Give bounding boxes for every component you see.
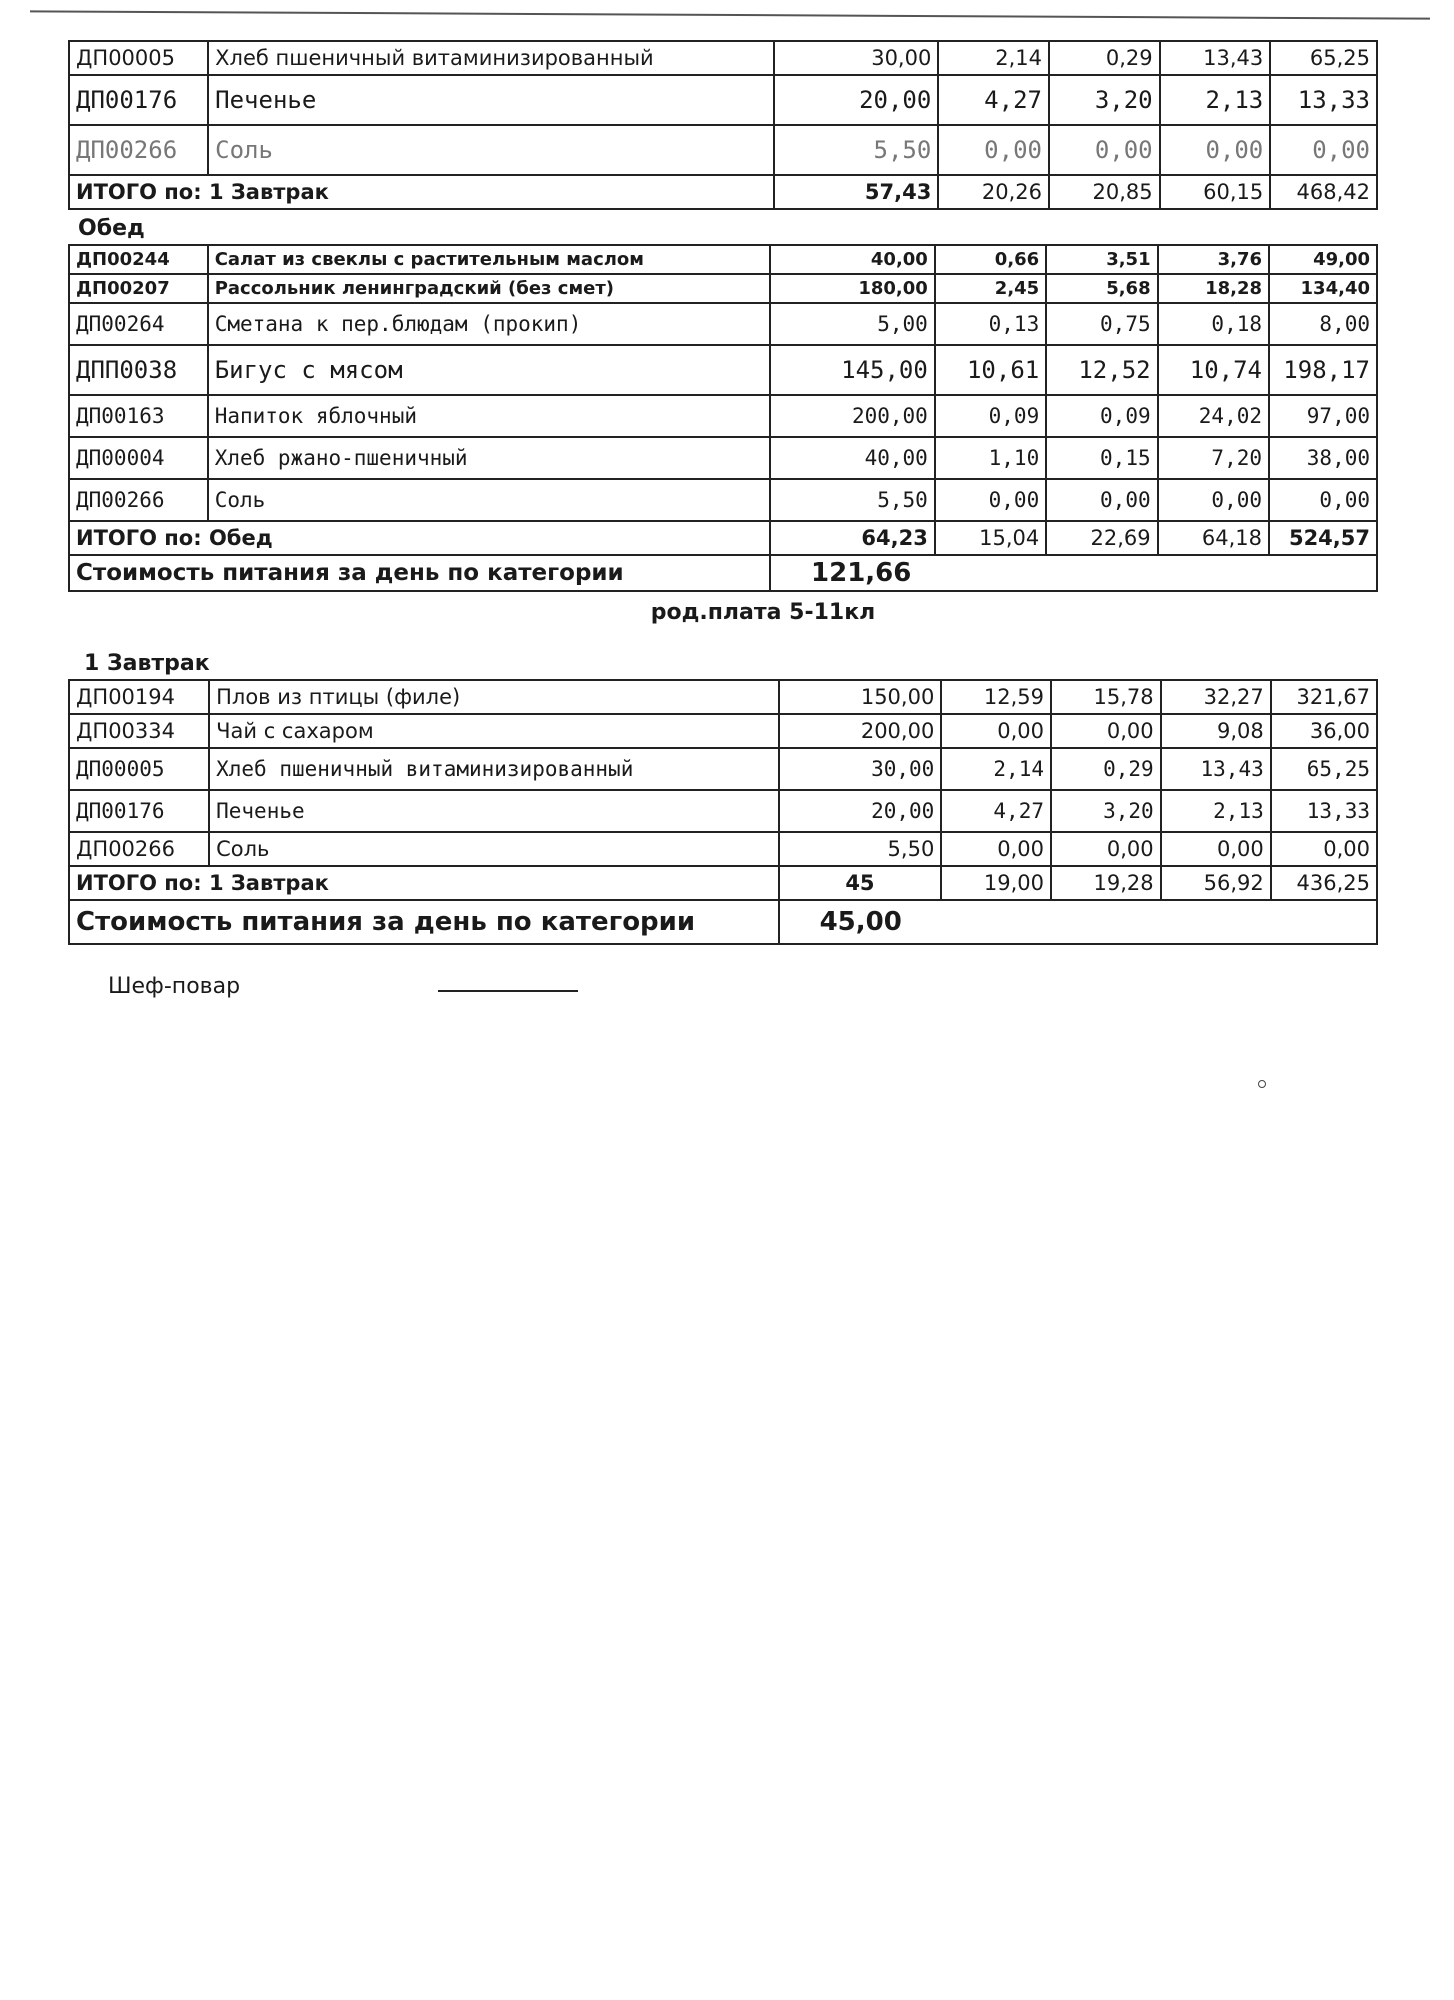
item-carbs: 2,13 — [1161, 790, 1271, 832]
item-carbs: 32,27 — [1161, 680, 1271, 714]
item-code: ДП00005 — [69, 41, 208, 75]
total-carbs: 60,15 — [1160, 175, 1271, 209]
item-name: Соль — [209, 832, 778, 866]
item-carbs: 7,20 — [1158, 437, 1269, 479]
item-mass: 40,00 — [770, 437, 935, 479]
table-row — [69, 832, 1377, 866]
item-mass: 30,00 — [779, 748, 942, 790]
table-row — [69, 748, 1377, 790]
total-label: ИТОГО по: 1 Завтрак — [69, 866, 779, 900]
menu-sheet — [68, 40, 1378, 945]
item-protein: 4,27 — [941, 790, 1051, 832]
table-row — [69, 680, 1377, 714]
item-mass: 180,00 — [770, 274, 935, 303]
item-name: Рассольник ленинградский (без смет) — [208, 274, 770, 303]
item-name: Бигус с мясом — [208, 345, 770, 395]
item-carbs: 13,43 — [1161, 748, 1271, 790]
cost-row — [69, 555, 1377, 591]
table-row — [69, 125, 1377, 175]
total-protein: 20,26 — [938, 175, 1049, 209]
item-mass: 200,00 — [770, 395, 935, 437]
lunch-title: Обед — [78, 216, 145, 241]
item-protein: 0,66 — [935, 245, 1046, 274]
item-code: ДП00266 — [69, 832, 209, 866]
table-row — [69, 395, 1377, 437]
item-mass: 20,00 — [774, 75, 939, 125]
item-carbs: 24,02 — [1158, 395, 1269, 437]
item-code: ДП00244 — [69, 245, 208, 274]
item-fat: 12,52 — [1046, 345, 1157, 395]
item-kcal: 97,00 — [1269, 395, 1377, 437]
breakfast-continuation-table — [68, 40, 1378, 210]
item-fat: 15,78 — [1051, 680, 1161, 714]
item-name: Хлеб пшеничный витаминизированный — [209, 748, 778, 790]
item-name: Печенье — [209, 790, 778, 832]
item-protein: 0,00 — [935, 479, 1046, 521]
item-fat: 0,75 — [1046, 303, 1157, 345]
total-carbs: 56,92 — [1161, 866, 1271, 900]
item-name: Соль — [208, 479, 770, 521]
item-carbs: 0,00 — [1161, 832, 1271, 866]
item-protein: 0,00 — [941, 714, 1051, 748]
item-kcal: 49,00 — [1269, 245, 1377, 274]
item-code: ДП00004 — [69, 437, 208, 479]
item-kcal: 13,33 — [1270, 75, 1377, 125]
item-mass: 20,00 — [779, 790, 942, 832]
item-code: ДП00266 — [69, 479, 208, 521]
table-row — [69, 790, 1377, 832]
item-mass: 40,00 — [770, 245, 935, 274]
item-code: ДП00334 — [69, 714, 209, 748]
item-name: Напиток яблочный — [208, 395, 770, 437]
item-name: Соль — [208, 125, 774, 175]
total-kcal: 468,42 — [1270, 175, 1377, 209]
item-mass: 150,00 — [779, 680, 942, 714]
total-mass: 45 — [779, 866, 942, 900]
table-row — [69, 714, 1377, 748]
total-label: ИТОГО по: 1 Завтрак — [69, 175, 774, 209]
item-kcal: 65,25 — [1271, 748, 1377, 790]
cost-row — [69, 900, 1377, 944]
item-fat: 0,00 — [1049, 125, 1160, 175]
item-carbs: 13,43 — [1160, 41, 1271, 75]
item-fat: 3,20 — [1051, 790, 1161, 832]
item-kcal: 65,25 — [1270, 41, 1377, 75]
item-fat: 5,68 — [1046, 274, 1157, 303]
item-code: ДП00264 — [69, 303, 208, 345]
item-protein: 12,59 — [941, 680, 1051, 714]
total-row — [69, 866, 1377, 900]
total-kcal: 436,25 — [1271, 866, 1377, 900]
item-fat: 0,29 — [1049, 41, 1160, 75]
item-name: Чай с сахаром — [209, 714, 778, 748]
total-label: ИТОГО по: Обед — [69, 521, 770, 555]
total-row — [69, 521, 1377, 555]
total-protein: 15,04 — [935, 521, 1046, 555]
item-fat: 0,00 — [1046, 479, 1157, 521]
item-kcal: 13,33 — [1271, 790, 1377, 832]
item-code: ДП00266 — [69, 125, 208, 175]
cost-value: 121,66 — [770, 555, 1377, 591]
total-fat: 19,28 — [1051, 866, 1161, 900]
table-row — [69, 75, 1377, 125]
item-fat: 0,29 — [1051, 748, 1161, 790]
table-row — [69, 245, 1377, 274]
table-row — [69, 274, 1377, 303]
total-protein: 19,00 — [941, 866, 1051, 900]
item-name: Хлеб ржано-пшеничный — [208, 437, 770, 479]
item-carbs: 0,00 — [1160, 125, 1271, 175]
item-name: Сметана к пер.блюдам (прокип) — [208, 303, 770, 345]
table-row — [69, 479, 1377, 521]
item-fat: 0,15 — [1046, 437, 1157, 479]
item-fat: 3,20 — [1049, 75, 1160, 125]
page-edge-line — [30, 10, 1430, 19]
total-carbs: 64,18 — [1158, 521, 1269, 555]
item-protein: 2,14 — [938, 41, 1049, 75]
item-protein: 0,00 — [941, 832, 1051, 866]
breakfast-title: 1 Завтрак — [84, 651, 210, 676]
item-carbs: 0,18 — [1158, 303, 1269, 345]
total-fat: 22,69 — [1046, 521, 1157, 555]
item-code: ДП00163 — [69, 395, 208, 437]
item-protein: 1,10 — [935, 437, 1046, 479]
item-fat: 3,51 — [1046, 245, 1157, 274]
item-kcal: 321,67 — [1271, 680, 1377, 714]
item-kcal: 8,00 — [1269, 303, 1377, 345]
table-row — [69, 303, 1377, 345]
cost-value: 45,00 — [779, 900, 1377, 944]
total-kcal: 524,57 — [1269, 521, 1377, 555]
item-code: ДП00176 — [69, 790, 209, 832]
item-code: ДПП0038 — [69, 345, 208, 395]
lunch-table — [68, 244, 1378, 592]
item-protein: 2,14 — [941, 748, 1051, 790]
item-mass: 200,00 — [779, 714, 942, 748]
cost-label: Стоимость питания за день по категории — [69, 555, 770, 591]
table-row — [69, 437, 1377, 479]
item-kcal: 0,00 — [1271, 832, 1377, 866]
item-name: Хлеб пшеничный витаминизированный — [208, 41, 774, 75]
item-fat: 0,00 — [1051, 832, 1161, 866]
item-name: Печенье — [208, 75, 774, 125]
item-code: ДП00005 — [69, 748, 209, 790]
item-kcal: 0,00 — [1270, 125, 1377, 175]
item-carbs: 0,00 — [1158, 479, 1269, 521]
item-kcal: 36,00 — [1271, 714, 1377, 748]
item-code: ДП00207 — [69, 274, 208, 303]
item-carbs: 9,08 — [1161, 714, 1271, 748]
item-carbs: 3,76 — [1158, 245, 1269, 274]
item-protein: 0,00 — [938, 125, 1049, 175]
item-code: ДП00176 — [69, 75, 208, 125]
item-carbs: 18,28 — [1158, 274, 1269, 303]
total-fat: 20,85 — [1049, 175, 1160, 209]
item-name: Плов из птицы (филе) — [209, 680, 778, 714]
item-kcal: 198,17 — [1269, 345, 1377, 395]
table-row — [69, 345, 1377, 395]
item-kcal: 134,40 — [1269, 274, 1377, 303]
item-protein: 2,45 — [935, 274, 1046, 303]
table-row — [69, 41, 1377, 75]
item-code: ДП00194 — [69, 680, 209, 714]
item-carbs: 2,13 — [1160, 75, 1271, 125]
item-name: Салат из свеклы с растительным маслом — [208, 245, 770, 274]
scan-speck — [1258, 1080, 1266, 1088]
item-kcal: 0,00 — [1269, 479, 1377, 521]
item-kcal: 38,00 — [1269, 437, 1377, 479]
total-mass: 64,23 — [770, 521, 935, 555]
cost-label: Стоимость питания за день по категории — [69, 900, 779, 944]
total-mass: 57,43 — [774, 175, 939, 209]
item-mass: 5,00 — [770, 303, 935, 345]
breakfast-table — [68, 679, 1378, 945]
chef-label: Шеф-повар — [108, 974, 241, 999]
item-protein: 10,61 — [935, 345, 1046, 395]
item-mass: 30,00 — [774, 41, 939, 75]
item-mass: 5,50 — [779, 832, 942, 866]
signature-line — [438, 990, 578, 992]
item-fat: 0,09 — [1046, 395, 1157, 437]
item-protein: 4,27 — [938, 75, 1049, 125]
item-carbs: 10,74 — [1158, 345, 1269, 395]
item-mass: 5,50 — [774, 125, 939, 175]
item-protein: 0,09 — [935, 395, 1046, 437]
category-subtitle: род.плата 5-11кл — [650, 600, 876, 625]
total-row — [69, 175, 1377, 209]
item-mass: 5,50 — [770, 479, 935, 521]
item-protein: 0,13 — [935, 303, 1046, 345]
item-mass: 145,00 — [770, 345, 935, 395]
item-fat: 0,00 — [1051, 714, 1161, 748]
